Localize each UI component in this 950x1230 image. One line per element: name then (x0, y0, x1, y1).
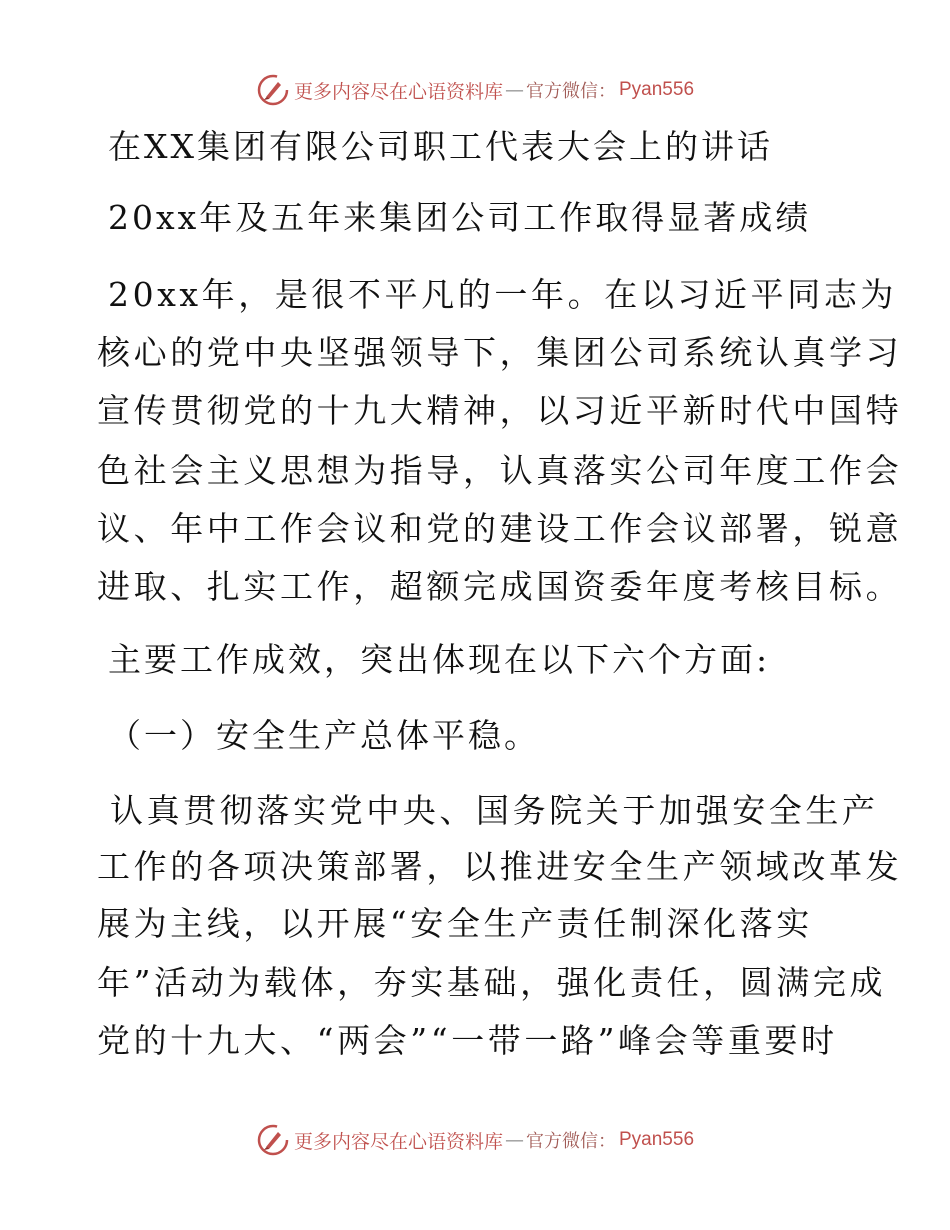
paragraph2-line: 展为主线，以开展“安全生产责任制深化落实 (97, 904, 813, 943)
paragraph2-line: 年”活动为载体，夯实基础，强化责任，圆满完成 (97, 963, 887, 1002)
brush-logo-icon (256, 1123, 290, 1157)
paragraph1-line: 议、年中工作会议和党的建设工作会议部署，锐意 (97, 509, 903, 548)
section1-heading: （一）安全生产总体平稳。 (108, 716, 540, 755)
intro-line: 主要工作成效，突出体现在以下六个方面: (108, 640, 771, 679)
watermark-handle: Pyan556 (619, 1129, 695, 1150)
brush-logo-icon (256, 73, 290, 107)
paragraph1-line: 进取、扎实工作，超额完成国资委年度考核目标。 (97, 567, 903, 606)
paragraph1-line: 色社会主义思想为指导，认真落实公司年度工作会 (97, 451, 903, 490)
watermark-wechat-label: 官方微信： (526, 81, 616, 102)
watermark-dash: — (505, 79, 524, 101)
watermark-wechat-label: 官方微信： (526, 1131, 616, 1152)
header-watermark (0, 70, 950, 110)
watermark-dash: — (505, 1129, 524, 1151)
paragraph1-line: 宣传贯彻党的十九大精神，以习近平新时代中国特 (97, 391, 903, 430)
footer-watermark (0, 1120, 950, 1160)
document-subtitle: 20xx年及五年来集团公司工作取得显著成绩 (108, 198, 812, 237)
paragraph2-line: 认真贯彻落实党中央、国务院关于加强安全生产 (110, 791, 879, 830)
document-title: 在XX集团有限公司职工代表大会上的讲话 (108, 127, 773, 166)
watermark-handle: Pyan556 (619, 79, 695, 100)
watermark-site-text: 更多内容尽在心语资料库 (293, 80, 503, 103)
paragraph2-line: 党的十九大、“两会”“一带一路”峰会等重要时 (97, 1021, 838, 1060)
paragraph1-line: 核心的党中央坚强领导下，集团公司系统认真学习 (97, 333, 903, 372)
paragraph2-line: 工作的各项决策部署，以推进安全生产领域改革发 (97, 847, 903, 886)
paragraph1-line: 20xx年，是很不平凡的一年。在以习近平同志为 (108, 275, 898, 314)
watermark-site-text: 更多内容尽在心语资料库 (293, 1130, 503, 1153)
